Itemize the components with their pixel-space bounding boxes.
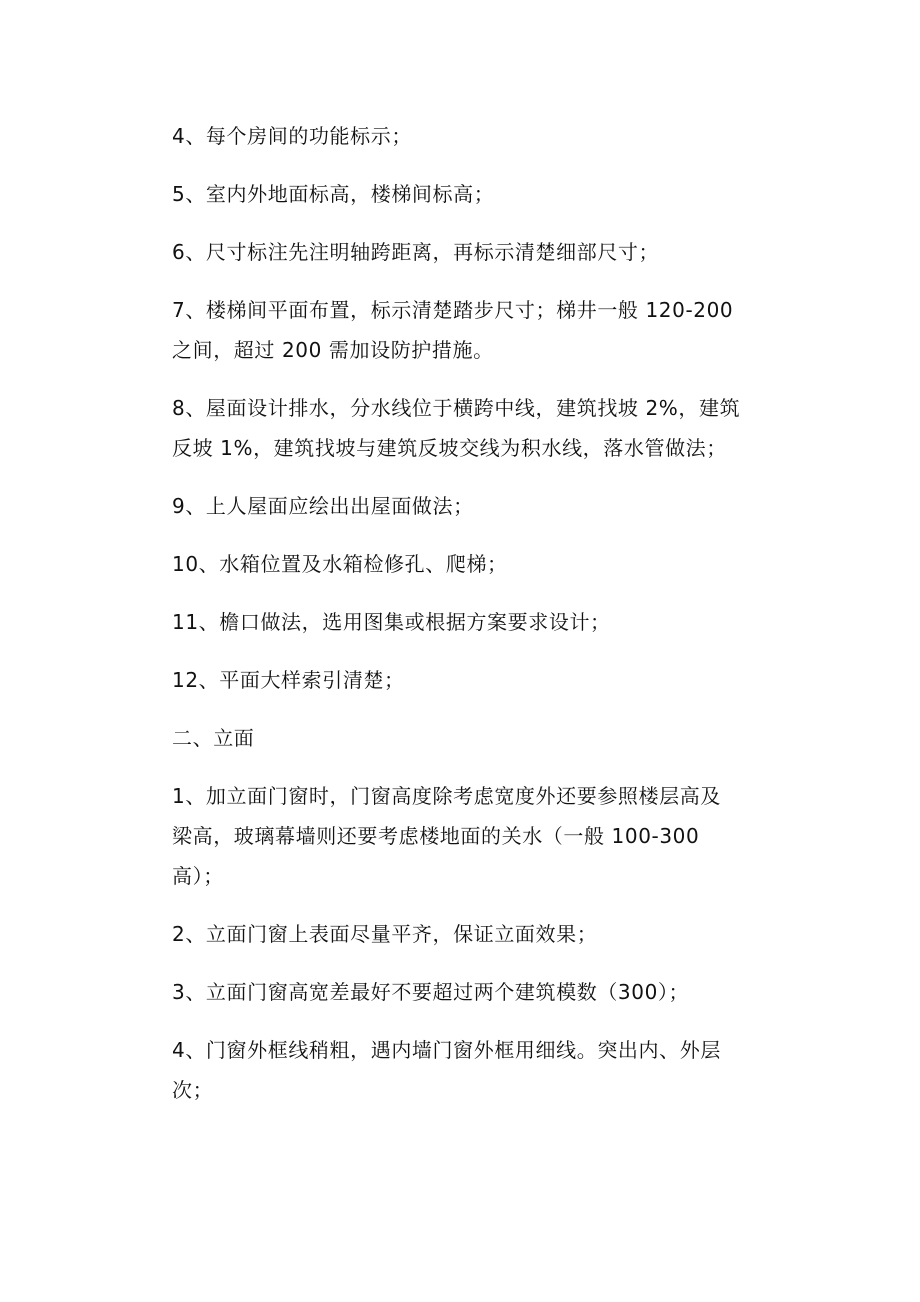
text-line: 5、室内外地面标高，楼梯间标高； bbox=[172, 182, 495, 206]
section-heading-elevation bbox=[172, 718, 762, 758]
paragraph-plan-8 bbox=[172, 388, 762, 468]
paragraph-plan-12 bbox=[172, 660, 762, 700]
text-line: 1、加立面门窗时，门窗高度除考虑宽度外还要参照楼层高及 bbox=[172, 784, 721, 808]
paragraph-plan-9 bbox=[172, 486, 762, 526]
text-line: 梁高，玻璃幕墙则还要考虑楼地面的关水（一般 100-300 bbox=[172, 824, 700, 848]
paragraph-elevation-3 bbox=[172, 972, 762, 1012]
text-line: 之间，超过 200 需加设防护措施。 bbox=[172, 338, 494, 362]
section-heading: 二、立面 bbox=[172, 726, 255, 750]
text-line: 9、上人屋面应绘出出屋面做法； bbox=[172, 494, 474, 518]
paragraph-plan-11 bbox=[172, 602, 762, 642]
text-line: 10、水箱位置及水箱检修孔、爬梯； bbox=[172, 552, 508, 576]
text-line: 6、尺寸标注先注明轴跨距离，再标示清楚细部尺寸； bbox=[172, 240, 660, 264]
text-line: 11、檐口做法，选用图集或根据方案要求设计； bbox=[172, 610, 611, 634]
text-line: 8、屋面设计排水，分水线位于横跨中线，建筑找坡 2%，建筑 bbox=[172, 396, 741, 420]
text-line: 4、每个房间的功能标示； bbox=[172, 124, 412, 148]
text-line: 12、平面大样索引清楚； bbox=[172, 668, 405, 692]
paragraph-plan-10 bbox=[172, 544, 762, 584]
text-line: 3、立面门窗高宽差最好不要超过两个建筑模数（300）； bbox=[172, 980, 690, 1004]
paragraph-elevation-1 bbox=[172, 776, 762, 896]
document-body bbox=[172, 116, 762, 1128]
text-line: 7、楼梯间平面布置，标示清楚踏步尺寸；梯井一般 120-200 bbox=[172, 298, 734, 322]
paragraph-plan-4 bbox=[172, 116, 762, 156]
text-line: 次； bbox=[172, 1078, 214, 1102]
paragraph-elevation-2 bbox=[172, 914, 762, 954]
paragraph-plan-5 bbox=[172, 174, 762, 214]
text-line: 2、立面门窗上表面尽量平齐，保证立面效果； bbox=[172, 922, 598, 946]
text-line: 高）； bbox=[172, 864, 224, 888]
text-line: 4、门窗外框线稍粗，遇内墙门窗外框用细线。突出内、外层 bbox=[172, 1038, 721, 1062]
text-line: 反坡 1%，建筑找坡与建筑反坡交线为积水线，落水管做法； bbox=[172, 436, 727, 460]
paragraph-elevation-4 bbox=[172, 1030, 762, 1110]
paragraph-plan-7 bbox=[172, 290, 762, 370]
paragraph-plan-6 bbox=[172, 232, 762, 272]
